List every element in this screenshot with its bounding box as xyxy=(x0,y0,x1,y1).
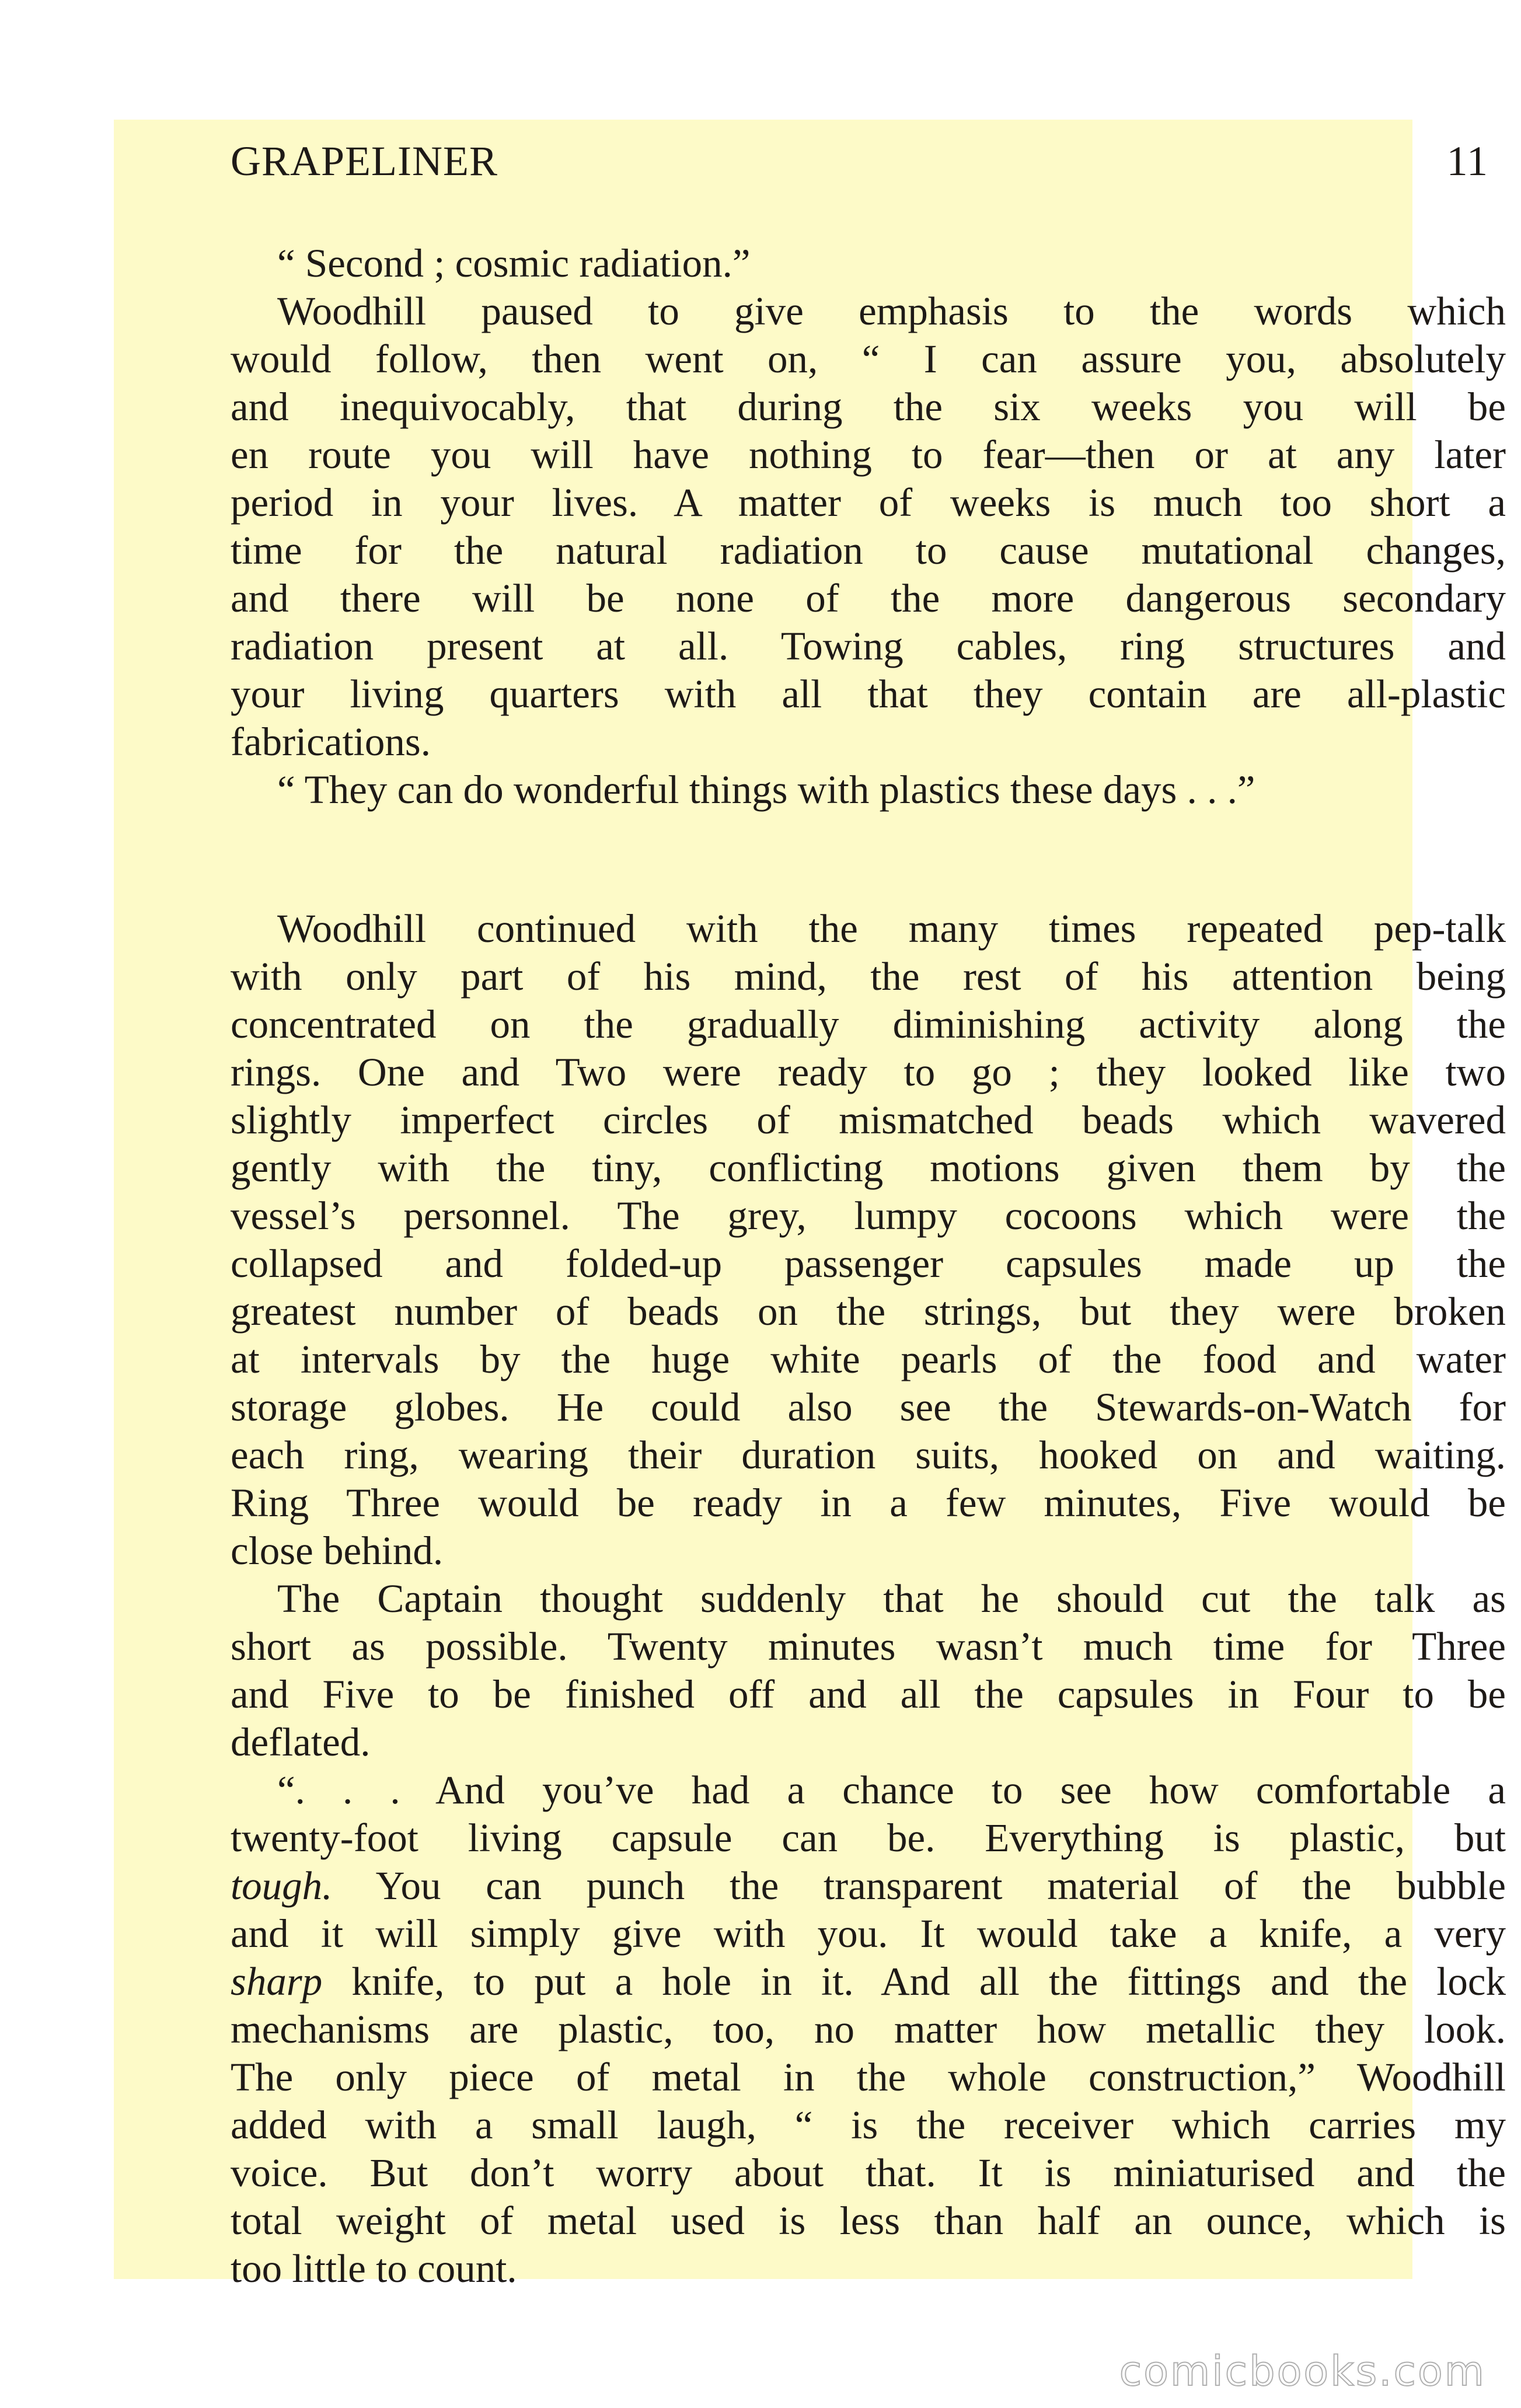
text-line: fabrications. xyxy=(231,720,431,764)
text-line: sharp knife, to put a hole in it. And all the fittings and the lock xyxy=(231,1959,1506,2004)
text-line: Woodhill paused to give emphasis to the words which xyxy=(277,289,1506,333)
running-title: GRAPELINER xyxy=(231,138,498,184)
text-line: time for the natural radiation to cause mutational changes, xyxy=(231,528,1506,573)
text-line: “ They can do wonderful things with plastics these days . . .” xyxy=(277,767,1255,812)
text-line: and Five to be finished off and all the capsules in Four to be xyxy=(231,1672,1506,1716)
text-line: and inequivocably, that during the six weeks you will be xyxy=(231,385,1506,429)
text-line: each ring, wearing their duration suits, hooked on and waiting. xyxy=(231,1433,1506,1477)
text-line: deflated. xyxy=(231,1720,371,1764)
text-line: The Captain thought suddenly that he should cut the talk as xyxy=(277,1576,1506,1621)
text-line: with only part of his mind, the rest of his attention being xyxy=(231,954,1506,999)
text-line: and it will simply give with you. It would take a knife, a very xyxy=(231,1911,1506,1956)
text-line: would follow, then went on, “ I can assure you, absolutely xyxy=(231,337,1506,381)
text-line: Woodhill continued with the many times repeated pep-talk xyxy=(277,906,1506,951)
text-line: rings. One and Two were ready to go ; they looked like two xyxy=(231,1050,1506,1094)
text-line: greatest number of beads on the strings, but they were broken xyxy=(231,1289,1506,1334)
text-line: mechanisms are plastic, too, no matter how metallic they look. xyxy=(231,2007,1506,2051)
text-line: slightly imperfect circles of mismatched beads which wavered xyxy=(231,1098,1506,1142)
text-line: storage globes. He could also see the Stewards-on-Watch for xyxy=(231,1385,1506,1429)
text-line: twenty-foot living capsule can be. Everything is plastic, but xyxy=(231,1816,1506,1860)
text-line: and there will be none of the more dangerous secondary xyxy=(231,576,1506,620)
text-line: radiation present at all. Towing cables, ring structures and xyxy=(231,624,1506,668)
text-line: tough. You can punch the transparent material of the bubble xyxy=(231,1863,1506,1908)
text-line: “. . . And you’ve had a chance to see how comfortable a xyxy=(277,1768,1506,1812)
text-line: too little to count. xyxy=(231,2246,517,2291)
text-line: concentrated on the gradually diminishing activity along the xyxy=(231,1002,1506,1046)
text-line: short as possible. Twenty minutes wasn’t much time for Three xyxy=(231,1624,1506,1669)
page-number: 11 xyxy=(1446,138,1488,184)
text-line: gently with the tiny, conflicting motions given them by the xyxy=(231,1146,1506,1190)
text-line: your living quarters with all that they contain are all-plastic xyxy=(231,672,1506,716)
text-line: en route you will have nothing to fear—then or at any later xyxy=(231,432,1506,477)
text-line: Ring Three would be ready in a few minutes, Five would be xyxy=(231,1481,1506,1525)
text-line: The only piece of metal in the whole construction,” Woodhill xyxy=(231,2055,1506,2099)
text-line: close behind. xyxy=(231,1528,444,1573)
text-line: added with a small laugh, “ is the receiver which carries my xyxy=(231,2103,1506,2147)
watermark-logo: comicbooks.com xyxy=(1119,2347,1486,2395)
text-line: “ Second ; cosmic radiation.” xyxy=(277,241,751,285)
text-line: vessel’s personnel. The grey, lumpy cocoons which were the xyxy=(231,1193,1506,1238)
text-line: total weight of metal used is less than half an ounce, which is xyxy=(231,2198,1506,2243)
text-line: at intervals by the huge white pearls of the food and water xyxy=(231,1337,1506,1381)
text-line: voice. But don’t worry about that. It is miniaturised and the xyxy=(231,2151,1506,2195)
book-page xyxy=(114,120,1506,2291)
text-line: collapsed and folded-up passenger capsules made up the xyxy=(231,1241,1506,1286)
text-line: period in your lives. A matter of weeks is much too short a xyxy=(231,480,1506,525)
